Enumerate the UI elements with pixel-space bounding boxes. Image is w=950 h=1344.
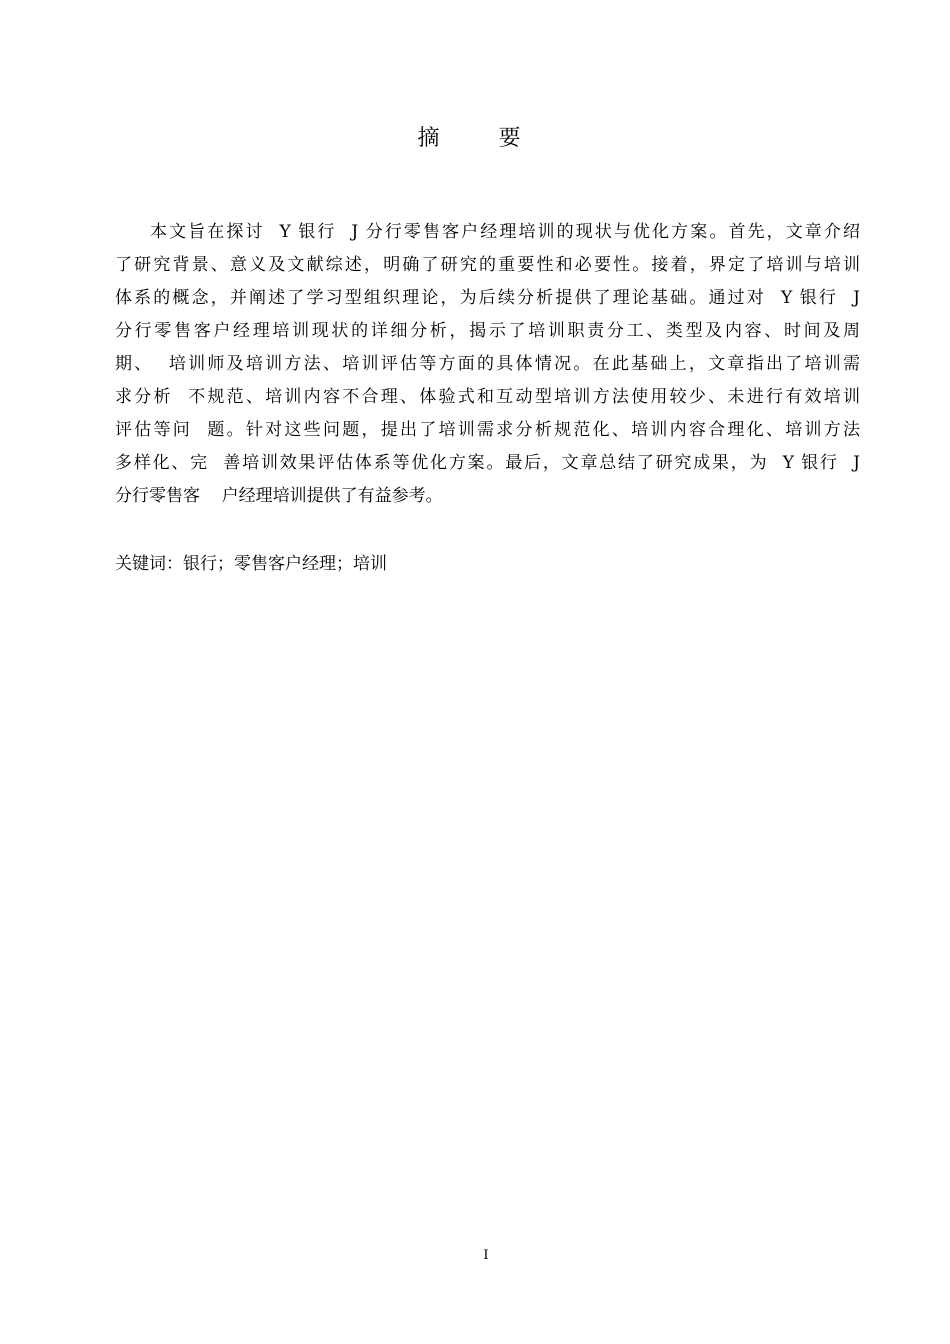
abstract-line: 多样化、完 善培训效果评估体系等优化方案。最后，文章总结了研究成果，为 Y 银行 J	[115, 453, 860, 473]
page-number: I	[483, 1248, 489, 1263]
abstract-line: 期、 培训师及培训方法、培训评估等方面的具体情况。在此基础上，文章指出了培训需	[115, 354, 860, 374]
abstract-line: 求分析 不规范、培训内容不合理、体验式和互动型培训方法使用较少、未进行有效培训	[115, 387, 860, 407]
abstract-line: 分行零售客 户经理培训提供了有益参考。	[115, 486, 443, 506]
abstract-line: 评估等问 题。针对这些问题，提出了培训需求分析规范化、培训内容合理化、培训方法	[115, 420, 860, 440]
page-title: 摘 要	[417, 126, 547, 151]
abstract-line: 分行零售客户经理培训现状的详细分析，揭示了培训职责分工、类型及内容、时间及周	[115, 321, 860, 341]
abstract-body	[115, 216, 860, 513]
abstract-line: 了研究背景、意义及文献综述，明确了研究的重要性和必要性。接着，界定了培训与培训	[115, 255, 860, 275]
keywords-label: 关键词：	[115, 554, 183, 574]
abstract-line: 本文旨在探讨 Y 银行 J 分行零售客户经理培训的现状与优化方案。首先，文章介绍	[150, 222, 860, 242]
keywords-text: 银行；零售客户经理；培训	[183, 554, 387, 574]
abstract-line: 体系的概念，并阐述了学习型组织理论，为后续分析提供了理论基础。通过对 Y 银行 J	[115, 288, 860, 308]
keywords-line	[115, 548, 387, 581]
